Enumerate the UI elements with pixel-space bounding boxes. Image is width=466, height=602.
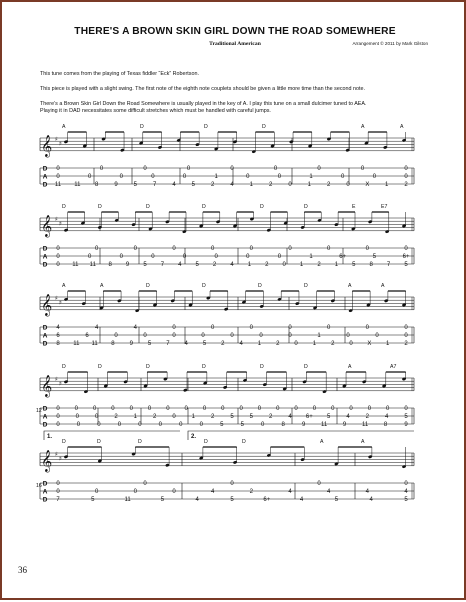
tab-number: 0 bbox=[133, 489, 138, 496]
tab-number: 9 bbox=[404, 422, 408, 429]
tab-number: 2 bbox=[404, 341, 408, 348]
tab-number: 0 bbox=[273, 166, 278, 173]
music-system-3 bbox=[40, 283, 414, 347]
tab-number: 7 bbox=[166, 341, 170, 348]
tab-number: 0 bbox=[288, 182, 292, 189]
chord-symbol: D bbox=[242, 439, 246, 445]
tab-number: 0 bbox=[158, 422, 163, 429]
chord-symbol: D bbox=[262, 124, 266, 130]
string-label: A bbox=[42, 173, 48, 181]
chord-symbol: A bbox=[381, 283, 385, 289]
tab-number: 1 bbox=[214, 174, 218, 181]
tab-number: 0 bbox=[114, 333, 118, 340]
tab-number: 0 bbox=[182, 174, 187, 181]
tab-number: 0 bbox=[97, 422, 101, 429]
key-sharp-icon: ♯ bbox=[55, 451, 58, 458]
chord-symbol: E7 bbox=[381, 204, 388, 210]
string-label: D bbox=[42, 165, 48, 173]
tab-number: 4 bbox=[230, 262, 234, 269]
treble-clef-icon: 𝄞 bbox=[41, 135, 53, 157]
string-label: D bbox=[42, 181, 48, 189]
tab-number: 0 bbox=[94, 246, 99, 253]
tab-number: 0 bbox=[341, 174, 345, 181]
tab-number: 5 bbox=[230, 414, 234, 421]
string-label: D bbox=[42, 245, 48, 253]
string-label: D bbox=[42, 261, 48, 269]
tab-number: 0 bbox=[172, 489, 176, 496]
tab-number: 5 bbox=[404, 262, 408, 269]
tab-number: 4 bbox=[299, 497, 304, 504]
tab-number: 8 bbox=[56, 341, 60, 348]
tab-number: 6+ bbox=[402, 254, 410, 261]
tab-number: 4 bbox=[94, 325, 99, 332]
tab-number: 1 bbox=[309, 254, 313, 261]
tab-number: 5 bbox=[240, 422, 244, 429]
volta-label-1: 1. bbox=[47, 434, 53, 440]
chord-symbol: D bbox=[98, 364, 102, 370]
chord-symbol: D bbox=[202, 283, 206, 289]
tab-number: 4 bbox=[288, 489, 292, 496]
tab-number: 0 bbox=[230, 481, 234, 488]
tab-number: 0 bbox=[184, 406, 188, 413]
chord-symbol: A bbox=[62, 124, 66, 130]
tab-number: 0 bbox=[99, 166, 104, 173]
tab-number: 0 bbox=[94, 489, 99, 496]
tab-number: 11 bbox=[72, 262, 79, 269]
tab-number: 5 bbox=[202, 341, 207, 348]
tab-number: 5 bbox=[160, 497, 165, 504]
chord-symbol: D bbox=[204, 439, 208, 445]
chord-symbol: D bbox=[304, 204, 308, 210]
tab-number: 0 bbox=[117, 422, 122, 429]
tab-number: 0 bbox=[230, 166, 234, 173]
chord-symbol: D bbox=[146, 364, 150, 370]
tab-number: 8 bbox=[383, 422, 388, 429]
tab-number: 4 bbox=[172, 182, 176, 189]
tab-number: 2 bbox=[210, 414, 215, 421]
tab-number: 0 bbox=[367, 406, 372, 413]
tab-number: 0 bbox=[138, 422, 142, 429]
tab-number: 0 bbox=[317, 481, 321, 488]
chord-symbol: A bbox=[320, 439, 324, 445]
tab-number: 5 bbox=[334, 497, 339, 504]
tab-number: 2 bbox=[268, 414, 273, 421]
chord-symbol: D bbox=[304, 283, 308, 289]
tab-number: 0 bbox=[346, 333, 350, 340]
tab-number: 0 bbox=[166, 406, 170, 413]
string-label: D bbox=[42, 324, 48, 332]
tab-number: 6+ bbox=[305, 414, 313, 421]
swing-paragraph: This piece is played with a slight swing. The first note of the eighth note couplets should be given a little more time than the second note. bbox=[40, 86, 366, 92]
tab-number: 0 bbox=[349, 341, 353, 348]
tab-number: 0 bbox=[202, 406, 207, 413]
music-system-2 bbox=[40, 204, 414, 268]
chord-symbol: D bbox=[202, 364, 206, 370]
tab-number: 2 bbox=[249, 489, 254, 496]
tab-number: 0 bbox=[288, 246, 292, 253]
tab-number: 4 bbox=[384, 414, 389, 421]
song-title: THERE'S A BROWN SKIN GIRL DOWN THE ROAD SOMEWHERE bbox=[74, 26, 396, 37]
tab-number: 5 bbox=[220, 422, 224, 429]
tab-number: 1 bbox=[309, 174, 313, 181]
tab-number: 8 bbox=[281, 422, 285, 429]
tab-number: 1 bbox=[386, 341, 390, 348]
tab-number: 0 bbox=[87, 174, 92, 181]
tab-number: 2 bbox=[221, 341, 225, 348]
tab-number: 9 bbox=[129, 341, 133, 348]
string-label: A bbox=[42, 253, 48, 261]
tab-number: 1 bbox=[299, 262, 304, 269]
key-sharp-icon: ♯ bbox=[55, 376, 58, 383]
tab-number: 0 bbox=[239, 406, 243, 413]
tab-number: 0 bbox=[331, 406, 335, 413]
tab-number: 8 bbox=[111, 341, 115, 348]
tab-number: 0 bbox=[151, 254, 155, 261]
chord-symbol: D bbox=[62, 439, 66, 445]
tab-number: 0 bbox=[246, 254, 250, 261]
tab-number: 5 bbox=[91, 497, 95, 504]
string-label: D bbox=[42, 480, 48, 488]
tab-number: 0 bbox=[143, 166, 147, 173]
tab-number: 0 bbox=[56, 414, 60, 421]
tab-number: 5 bbox=[352, 262, 356, 269]
tab-number: 4 bbox=[365, 489, 370, 496]
tab-number: 4 bbox=[184, 341, 188, 348]
tab-number: 4 bbox=[195, 497, 199, 504]
tab-number: 11 bbox=[124, 497, 131, 504]
tab-number: 0 bbox=[201, 333, 205, 340]
tab-number: 0 bbox=[360, 166, 365, 173]
tab-number: 5 bbox=[404, 414, 408, 421]
tab-number: 1 bbox=[247, 262, 252, 269]
tab-number: 0 bbox=[261, 422, 265, 429]
tab-number: 2 bbox=[331, 341, 335, 348]
tuning-paragraph: There’s a Brown Skin Girl Down the Road Somewhere is usually played in the key of A. I play this tune on a small dulcimer tuned to AEA. bbox=[40, 101, 367, 107]
tab-number: 0 bbox=[282, 262, 286, 269]
tab-number: 0 bbox=[404, 166, 408, 173]
tab-number: 0 bbox=[294, 406, 298, 413]
chord-symbol: D bbox=[146, 283, 150, 289]
chord-symbol: D bbox=[140, 124, 144, 130]
tab-number: 0 bbox=[119, 254, 123, 261]
chord-symbol: A bbox=[400, 124, 404, 130]
chord-symbol: A bbox=[348, 364, 352, 370]
music-system-4 bbox=[36, 364, 414, 428]
tab-number: 7 bbox=[386, 262, 391, 269]
tab-number: 4 bbox=[178, 262, 182, 269]
intro-paragraph: This tune comes from the playing of Texas fiddler “Eck” Robertson. bbox=[40, 71, 199, 77]
tab-number: 2 bbox=[404, 182, 408, 189]
tab-number: 5 bbox=[249, 414, 254, 421]
tab-number: 0 bbox=[257, 406, 262, 413]
tab-number: 0 bbox=[214, 254, 218, 261]
volta-bracket-2 bbox=[188, 431, 414, 440]
tab-number: 5 bbox=[147, 341, 152, 348]
chord-symbol: D bbox=[260, 204, 264, 210]
tab-number: 1 bbox=[257, 341, 262, 348]
tab-number: 0 bbox=[182, 254, 187, 261]
tab-number: 5 bbox=[230, 497, 234, 504]
tab-number: 1 bbox=[133, 414, 138, 421]
tab-number: 2 bbox=[212, 262, 217, 269]
tab-number: 0 bbox=[230, 333, 234, 340]
tab-number: 2 bbox=[276, 341, 280, 348]
key-sharp-icon: ♯ bbox=[59, 299, 62, 307]
chord-symbol: D bbox=[97, 439, 101, 445]
tab-number: 7 bbox=[56, 497, 60, 504]
chord-symbol: D bbox=[304, 364, 308, 370]
tab-number: 9 bbox=[125, 262, 130, 269]
tab-number: 2 bbox=[365, 414, 370, 421]
tab-number: 0 bbox=[249, 246, 254, 253]
chord-symbol: D bbox=[260, 364, 264, 370]
volta-label-2: 2. bbox=[191, 434, 197, 440]
tab-number: 0 bbox=[56, 254, 60, 261]
tab-number: 4 bbox=[346, 414, 350, 421]
tab-number: 0 bbox=[56, 166, 60, 173]
tab-number: 0 bbox=[56, 262, 60, 269]
tab-number: 2 bbox=[268, 182, 273, 189]
tab-number: 0 bbox=[277, 174, 282, 181]
tab-number: 5 bbox=[195, 262, 199, 269]
tab-number: 0 bbox=[56, 246, 60, 253]
tab-number: 0 bbox=[129, 406, 133, 413]
chord-symbol: D bbox=[62, 204, 66, 210]
treble-clef-icon: 𝄞 bbox=[41, 215, 53, 237]
tab-number: 0 bbox=[259, 333, 263, 340]
treble-clef-icon: 𝄞 bbox=[41, 375, 53, 397]
tab-number: 0 bbox=[349, 406, 353, 413]
tab-number: 0 bbox=[221, 406, 225, 413]
tab-number: 0 bbox=[326, 325, 331, 332]
tab-number: 0 bbox=[199, 422, 203, 429]
tab-number: 0 bbox=[375, 333, 379, 340]
tab-number: 0 bbox=[277, 254, 282, 261]
tab-number: 1 bbox=[317, 333, 321, 340]
tab-number: 11 bbox=[54, 182, 62, 189]
tab-number: 7 bbox=[160, 262, 165, 269]
key-sharp-icon: ♯ bbox=[59, 220, 62, 228]
tab-number: 0 bbox=[326, 246, 331, 253]
tab-number: 0 bbox=[312, 406, 317, 413]
tab-number: 8 bbox=[94, 182, 99, 189]
chord-symbol: A bbox=[100, 283, 104, 289]
tab-number: 4 bbox=[288, 414, 292, 421]
tab-number: 5 bbox=[372, 254, 377, 261]
tab-number: 4 bbox=[404, 489, 408, 496]
treble-clef-icon: 𝄞 bbox=[41, 294, 53, 316]
tab-number: 0 bbox=[56, 174, 60, 181]
tab-number: 4 bbox=[239, 341, 243, 348]
tab-number: 0 bbox=[288, 333, 292, 340]
tab-number: 0 bbox=[172, 325, 176, 332]
tab-number: 11 bbox=[73, 341, 80, 348]
tab-number: 8 bbox=[369, 262, 373, 269]
tab-number: 0 bbox=[365, 325, 370, 332]
chord-symbol: D bbox=[146, 204, 150, 210]
tab-number: 1 bbox=[384, 182, 389, 189]
tab-number: 2 bbox=[326, 182, 331, 189]
chord-symbol: A bbox=[348, 283, 352, 289]
tab-number: 8 bbox=[108, 262, 112, 269]
tab-number: 0 bbox=[249, 325, 254, 332]
tab-number: 0 bbox=[56, 481, 60, 488]
tab-number: 1 bbox=[312, 341, 317, 348]
tab-number: 0 bbox=[92, 406, 97, 413]
string-label: D bbox=[42, 496, 48, 504]
tab-number: 2 bbox=[265, 262, 269, 269]
tab-number: 0 bbox=[76, 422, 81, 429]
key-sharp-icon: ♯ bbox=[55, 136, 58, 143]
page-number: 36 bbox=[18, 565, 27, 575]
tab-number: 0 bbox=[75, 414, 80, 421]
tab-number: 0 bbox=[172, 246, 176, 253]
string-label: A bbox=[42, 332, 48, 340]
tab-number: 0 bbox=[317, 166, 321, 173]
tab-number: 1 bbox=[249, 182, 254, 189]
tab-number: 0 bbox=[276, 406, 280, 413]
tab-number: 11 bbox=[321, 422, 328, 429]
chord-symbol: D bbox=[98, 204, 102, 210]
tab-number: 2 bbox=[210, 182, 215, 189]
tab-number: 0 bbox=[365, 246, 370, 253]
tab-number: 9 bbox=[342, 422, 347, 429]
chord-symbol: D bbox=[204, 124, 208, 130]
chord-symbol: E bbox=[352, 204, 356, 210]
chord-symbol: A7 bbox=[390, 364, 397, 370]
key-sharp-icon: ♯ bbox=[55, 295, 58, 302]
tab-number: 0 bbox=[186, 166, 191, 173]
tab-number: 2 bbox=[114, 414, 118, 421]
tab-number: 0 bbox=[179, 422, 183, 429]
tab-number: X bbox=[365, 182, 370, 189]
tab-number: 9 bbox=[114, 182, 118, 189]
tab-number: 2 bbox=[152, 414, 157, 421]
key-sharp-icon: ♯ bbox=[59, 380, 62, 388]
string-label: A bbox=[42, 413, 48, 421]
tab-number: 1 bbox=[334, 262, 339, 269]
tab-number: 0 bbox=[147, 406, 152, 413]
tab-number: 0 bbox=[87, 254, 92, 261]
tab-number: 4 bbox=[369, 497, 373, 504]
music-score bbox=[2, 2, 466, 602]
chord-symbol: D bbox=[138, 439, 142, 445]
string-label: D bbox=[42, 405, 48, 413]
tab-number: 4 bbox=[230, 182, 234, 189]
tab-number: 0 bbox=[172, 414, 176, 421]
tab-number: 0 bbox=[151, 174, 155, 181]
tab-number: 5 bbox=[326, 414, 331, 421]
tab-number: 11 bbox=[89, 262, 96, 269]
tab-number: 6 bbox=[56, 333, 60, 340]
tab-number: 0 bbox=[56, 406, 60, 413]
tab-number: 5 bbox=[143, 262, 147, 269]
string-label: A bbox=[42, 488, 48, 496]
tab-number: 2 bbox=[317, 262, 321, 269]
tab-number: 0 bbox=[56, 489, 60, 496]
stretches-paragraph: Playing it in DAD necessitates some difficult stretches which must be handled with careful jumps. bbox=[40, 108, 271, 114]
tab-number: 6 bbox=[85, 333, 89, 340]
tab-number: 4 bbox=[56, 325, 60, 332]
tab-number: 0 bbox=[246, 174, 250, 181]
tab-number: 5 bbox=[191, 182, 196, 189]
tab-number: 0 bbox=[133, 246, 138, 253]
string-label: D bbox=[42, 340, 48, 348]
tab-number: 5 bbox=[133, 182, 138, 189]
tab-number: 6+ bbox=[263, 497, 271, 504]
tab-number: 7 bbox=[152, 182, 157, 189]
tab-number: 11 bbox=[361, 422, 369, 429]
chord-symbol: D bbox=[62, 364, 66, 370]
tab-number: 5 bbox=[404, 497, 408, 504]
tab-number: 1 bbox=[191, 414, 196, 421]
tab-number: 0 bbox=[94, 414, 99, 421]
tab-number: 0 bbox=[74, 406, 78, 413]
chord-symbol: A bbox=[361, 439, 365, 445]
key-sharp-icon: ♯ bbox=[59, 140, 62, 148]
tab-number: 0 bbox=[294, 341, 298, 348]
tab-number: 6+ bbox=[339, 254, 347, 261]
tab-number: 0 bbox=[143, 481, 147, 488]
tab-number: 0 bbox=[172, 333, 176, 340]
arrangement-credit: Arrangement © 2011 by Mark Gilston bbox=[352, 41, 428, 46]
measure-number: 16 bbox=[36, 483, 42, 489]
key-sharp-icon: ♯ bbox=[59, 455, 62, 463]
tab-number: 9 bbox=[301, 422, 306, 429]
tab-number: 0 bbox=[210, 246, 215, 253]
tab-number: 0 bbox=[404, 333, 408, 340]
music-system-1 bbox=[40, 124, 414, 188]
key-sharp-icon: ♯ bbox=[55, 216, 58, 223]
tab-number: 0 bbox=[210, 325, 215, 332]
tab-number: 0 bbox=[143, 333, 147, 340]
tab-number: 4 bbox=[326, 489, 331, 496]
chord-symbol: A bbox=[62, 283, 66, 289]
tab-number: 0 bbox=[404, 325, 408, 332]
chord-symbol: D bbox=[258, 283, 262, 289]
music-system-5 bbox=[36, 431, 414, 503]
tab-number: 0 bbox=[288, 325, 292, 332]
tab-number: 4 bbox=[210, 489, 215, 496]
tab-number: 1 bbox=[307, 182, 312, 189]
tab-number: 0 bbox=[111, 406, 115, 413]
tab-number: 0 bbox=[404, 174, 408, 181]
tab-number: 0 bbox=[346, 182, 350, 189]
tab-number: 0 bbox=[386, 406, 390, 413]
tab-number: 4 bbox=[133, 325, 138, 332]
tab-number: X bbox=[367, 341, 372, 348]
tab-number: 11 bbox=[74, 182, 81, 189]
chord-symbol: D bbox=[202, 204, 206, 210]
tab-number: 11 bbox=[91, 341, 98, 348]
string-label: D bbox=[42, 421, 48, 429]
tab-number: 0 bbox=[119, 174, 123, 181]
tab-number: 0 bbox=[404, 406, 408, 413]
measure-number: 12 bbox=[36, 408, 42, 414]
chord-symbol: A bbox=[361, 124, 365, 130]
tab-number: 0 bbox=[404, 246, 408, 253]
tab-number: 0 bbox=[56, 422, 60, 429]
song-subtitle: Traditional American bbox=[209, 41, 261, 47]
treble-clef-icon: 𝄞 bbox=[41, 450, 53, 472]
tab-number: 0 bbox=[404, 481, 408, 488]
tab-number: 0 bbox=[372, 174, 377, 181]
